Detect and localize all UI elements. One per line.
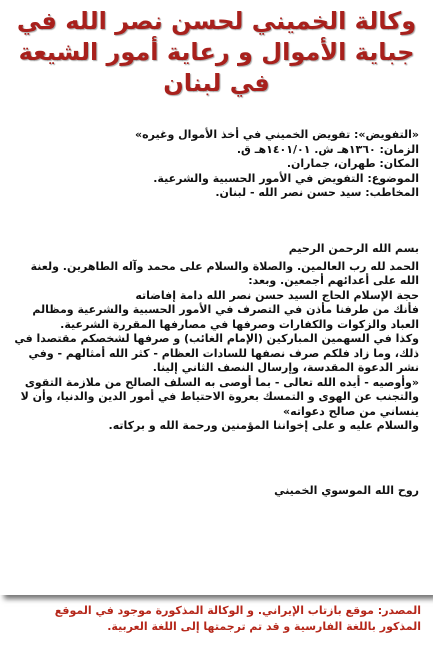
header-line: «التفويض»: تفويض الخميني في أخذ الأموال وغيره» [135, 128, 419, 141]
header-line: المكان: طهران، جماران. [286, 157, 419, 170]
body-paragraph: «وأوصيه - أيده الله تعالى - بما أوصى به السلف الصالح من ملازمة التقوى والتجنب عن الهوى و التمسك بعروة الاحتياط في أمور الدين والدنيا، وأن لا ينساني من صالح دعواته» [20, 375, 419, 418]
document-body [14, 242, 419, 434]
basmala: بسم الله الرحمن الرحيم [288, 242, 419, 255]
page-title: وكالة الخميني لحسن نصر الله في جباية الأموال و رعاية أمور الشيعة في لبنان [16, 7, 417, 97]
header-line: الزمان: ١٣٦٠هـ ش. ١٤٠١/٠١هـ ق. [236, 142, 419, 156]
body-paragraph: فأنك من طرفنا مأذن في التصرف في الأمور الحسبية والشرعية ومظالم العباد والزكوات والكفارات وصرفها في مصارفها المقررة الشرعية. [32, 303, 419, 331]
header-line: الموضوع: التفويض في الأمور الحسبية والشرعية. [153, 171, 419, 185]
source-note: المصدر: موقع بازتاب الإيراني. و الوكالة المذكورة موجود في الموقع المذكور باللغة الفارسية و قد تم ترجمتها إلى اللغة العربية. [54, 604, 421, 633]
header-line: المخاطب: سيد حسن نصر الله - لبنان. [215, 186, 419, 199]
body-paragraph: وكذا في السهمين المباركين (الإمام الغائب) و صرفها لشخصكم مقتصدا في ذلك، وما زاد فلكم صرف نصفها للسادات العظام - كثر الله أمثالهم - وفي نشر الدعوة المقدسة، وإرسال النصف الثاني إلينا. [14, 332, 419, 374]
closing-line: والسلام عليه و على إخواننا المؤمنين ورحمة الله و بركاته. [108, 419, 419, 432]
document-header [14, 128, 419, 201]
addressee-line: حجة الإسلام الحاج السيد حسن نصر الله دامة إفاضاته [135, 288, 419, 302]
body-paragraph: الحمد لله رب العالمين. والصلاة والسلام على محمد وآله الطاهرين. ولعنة الله على أعدائهم أجمعين. وبعد: [30, 259, 419, 287]
signature: روح الله الموسوي الخميني [274, 484, 419, 497]
